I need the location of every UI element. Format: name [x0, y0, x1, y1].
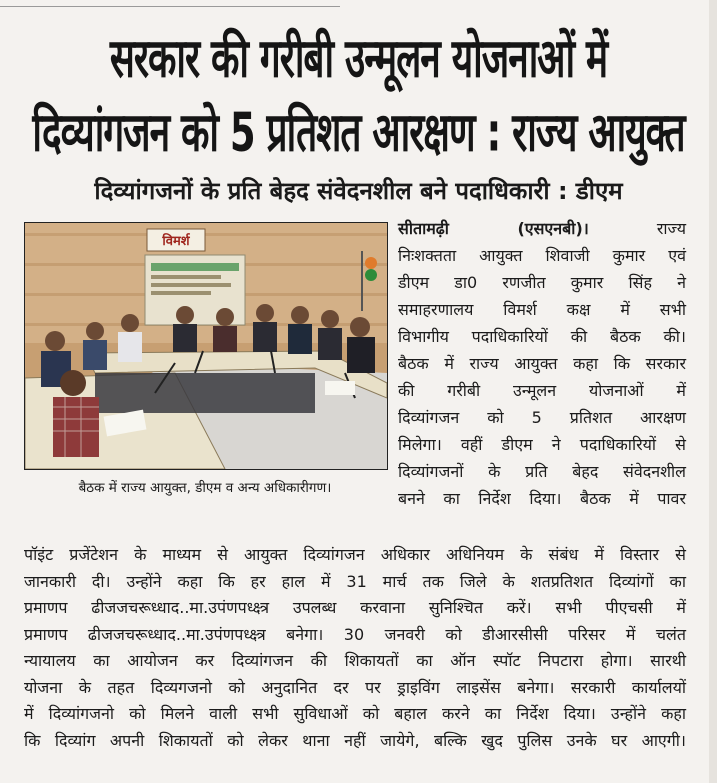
body-line: योजना के तहत दिव्यगजनो को अनुदानित दर पर ड्राइविंग लाइसेंस बनेगा। सरकारी कार्यालयों — [24, 677, 686, 697]
body-line-text: राज्य — [656, 219, 686, 238]
headline-line-1: सरकार की गरीबी उन्मूलन योजनाओं में — [109, 27, 608, 90]
top-rule — [0, 6, 340, 7]
meeting-photo — [24, 222, 388, 470]
body-line: निःशक्तता आयुक्त शिवाजी कुमार एवं — [398, 246, 686, 265]
body-line: न्यायालय का आयोजन कर दिव्यांगजन की शिकायतों का ऑन स्पॉट निपटारा होगा। सारथी — [24, 651, 686, 670]
headline-line-2: दिव्यांगजन को 5 प्रतिशत आरक्षण : राज्य आयुक्त — [32, 101, 685, 164]
body-line: प्रमाणप ढीजजचरूध्धाद..मा.उपंणपध्क्ष्त्र उपलब्ध करवाना सुनिश्चित करें। सभी पीएचसी में — [24, 598, 686, 617]
body-line: बनने का निर्देश दिया। बैठक में पावर — [398, 489, 686, 508]
body-line: में दिव्यांगजनो को मिलने वाली सभी सुविधाओं को बहाल करने का निर्देश दिया। उन्होंने कहा — [24, 704, 686, 723]
article-body-full-width — [24, 542, 686, 754]
dateline: सीतामढ़ी (एसएनबी)। — [398, 219, 589, 238]
body-line: समाहरणालय विमर्श कक्ष में सभी — [398, 300, 686, 319]
body-line: दिव्यांगजनों के प्रति बेहद संवेदनशील — [398, 462, 686, 481]
banner-text: विमर्श — [162, 234, 190, 249]
photo-caption: बैठक में राज्य आयुक्त, डीएम व अन्य अधिकारीगण। — [78, 480, 332, 496]
body-line: पॉइंट प्रजेंटेशन के माध्यम से आयुक्त दिव्यांगजन अधिकार अधिनियम के संबंध में विस्तार से — [24, 545, 686, 564]
body-line: बैठक में राज्य आयुक्त कहा कि सरकार — [398, 354, 686, 373]
body-line: कि दिव्यांग अपनी शिकायतों को लेकर थाना नहीं जायेगे, बल्कि खुद पुलिस उनके घर आएगी। — [24, 730, 686, 750]
article-body-right-column — [398, 215, 686, 512]
body-line: दिव्यांगजन को 5 प्रतिशत आरक्षण — [398, 408, 686, 427]
meeting-photo-illustration — [25, 223, 387, 469]
body-line: जानकारी दी। उन्होंने कहा कि हर हाल में 31 मार्च तक जिले के शतप्रतिशत दिव्यांगों का — [24, 571, 686, 591]
body-line: प्रमाणप ढीजजचरूध्धाद..मा.उपंणपध्क्ष्त्र बनेगा। 30 जनवरी को डीआरसीसी परिसर में चलंत — [24, 624, 686, 644]
body-line — [398, 215, 686, 242]
body-line: डीएम डा0 रणजीत कुमार सिंह ने — [398, 273, 686, 292]
body-line: मिलेगा। वहीं डीएम ने पदाधिकारियों से — [398, 435, 686, 454]
subheadline: दिव्यांगजनों के प्रति बेहद संवेदनशील बने पदाधिकारी : डीएम — [94, 177, 623, 205]
page-edge — [709, 0, 717, 783]
body-line: विभागीय पदाधिकारियों की बैठक की। — [398, 327, 686, 346]
body-line: की गरीबी उन्मूलन योजनाओं में — [398, 381, 686, 400]
